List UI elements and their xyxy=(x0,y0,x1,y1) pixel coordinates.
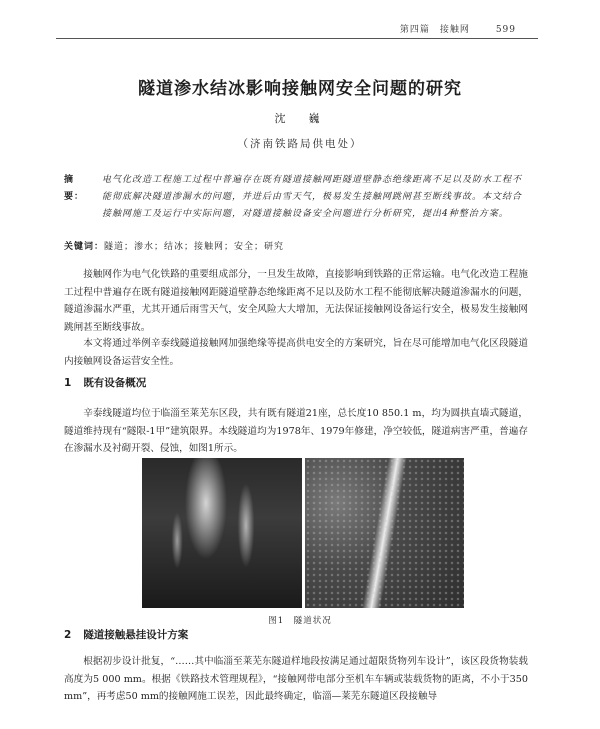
figure-1 xyxy=(142,458,464,608)
author-affiliation: （济南铁路局供电处） xyxy=(237,138,363,150)
paper-title: 隧道渗水结冰影响接触网安全问题的研究 xyxy=(138,79,462,99)
page-number: 599 xyxy=(495,25,516,35)
abstract-label: 摘 要： xyxy=(64,175,85,202)
section-heading-1 xyxy=(64,375,146,390)
keywords xyxy=(64,239,528,252)
keywords-label: 关键词： xyxy=(64,242,105,252)
section-number: 2 xyxy=(64,629,72,641)
abstract-text: 电气化改造工程施工过程中普遍存在既有隧道接触网距隧道壁静态绝缘距离不足以及防水工程不能彻底解决隧道渗漏水的问题，并进后由雪天气，极易发生接触网跳闸甚至断线事故。本文结合接触网施工及运行中实际问题，对隧道接触设备安全问题进行分析研究，提出4种整治方案。 xyxy=(102,175,523,219)
section-title: 既有设备概况 xyxy=(83,377,147,389)
abstract xyxy=(64,172,528,223)
tunnel-wall-seepage-photo xyxy=(305,458,465,608)
body-paragraph: 接触网作为电气化铁路的重要组成部分，一旦发生故障，直接影响到铁路的正常运输。电气化改造工程施工过程中普遍存在既有隧道接触网距隧道壁静态绝缘距离不足以及防水工程不能彻底解决隧道渗漏水的问题，隧道渗漏水严重，尤其开通后雨雪天气，安全风险大大增加，无法保证接触网设备运行安全，极易发生接触网跳闸甚至断线事故。 xyxy=(64,269,528,333)
section-number: 1 xyxy=(64,377,72,389)
tunnel-icicle-photo xyxy=(142,458,302,608)
running-head-journal: 第四篇 接触网 xyxy=(399,25,470,35)
keywords-text: 隧道；渗水；结冰；接触网；安全；研究 xyxy=(104,242,285,252)
body-paragraph: 根据初步设计批复，“……其中临淄至莱芜东隧道样地段按满足通过超限货物列车设计”，该区段货物装载高度为5 000 mm。根据《铁路技术管理规程》，“接触网带电部分至机车车辆或装载货物的距离，不小于350 mm”，再考虑50 mm的接触网施工误差，因此最终确定，临淄—莱芜东隧道区段接触导 xyxy=(64,656,528,702)
section-title: 隧道接触悬挂设计方案 xyxy=(83,629,189,641)
body-paragraph: 本文将通过举例辛泰线隧道接触网加强绝缘等提高供电安全的方案研究，旨在尽可能增加电气化区段隧道内接触网设备运营安全性。 xyxy=(64,338,528,367)
running-head xyxy=(400,22,516,35)
figure-caption: 图1 隧道状况 xyxy=(268,616,332,626)
body-paragraph: 辛泰线隧道均位于临淄至莱芜东区段，共有既有隧道21座，总长度10 850.1 m，均为圆拱直墙式隧道，隧道维持现有“隧限-1甲”建筑限界。本线隧道均为1978年、1979年修建，净空较低，隧道病害严重，普遍存在渗漏水及衬砌开裂、侵蚀，如图1所示。 xyxy=(64,408,528,454)
header-rule xyxy=(56,38,538,39)
section-heading-2 xyxy=(64,627,188,642)
author-name: 沈 巍 xyxy=(274,112,326,125)
